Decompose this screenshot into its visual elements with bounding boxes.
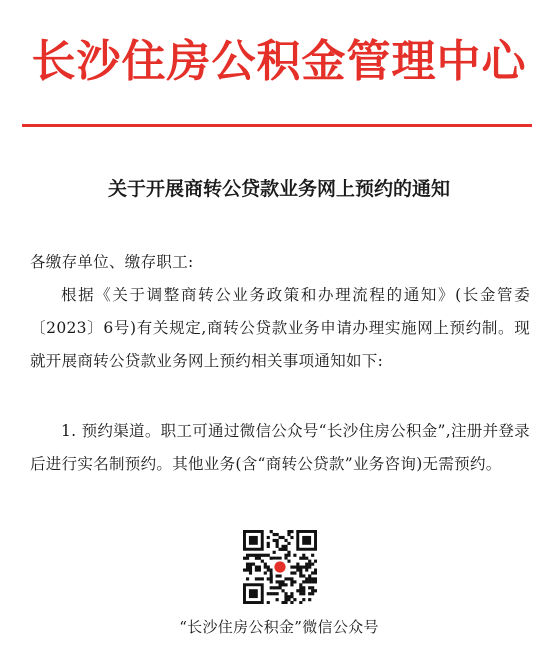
qr-module xyxy=(308,563,311,566)
qr-module xyxy=(302,580,305,583)
qr-module xyxy=(267,545,270,548)
qr-module xyxy=(281,536,284,539)
qr-module xyxy=(270,592,273,595)
qr-module xyxy=(249,571,252,574)
qr-module xyxy=(279,586,282,589)
qr-module xyxy=(299,568,302,571)
notice-title: 关于开展商转公贷款业务网上预约的通知 xyxy=(107,178,450,200)
qr-module xyxy=(243,557,246,560)
qr-module xyxy=(314,560,317,563)
qr-module xyxy=(314,577,317,580)
qr-module xyxy=(276,598,279,601)
qr-module xyxy=(296,568,299,571)
qr-module xyxy=(255,557,258,560)
qr-module xyxy=(261,554,264,557)
qr-module xyxy=(308,574,311,577)
qr-module xyxy=(273,539,276,542)
qr-module xyxy=(261,577,264,580)
qr-module xyxy=(281,583,284,586)
qr-caption: “长沙住房公积金”微信公众号 xyxy=(179,618,379,636)
qr-module xyxy=(302,586,305,589)
qr-module xyxy=(270,580,273,583)
qr-module xyxy=(299,566,302,569)
qr-module xyxy=(305,557,308,560)
qr-module xyxy=(281,548,284,551)
qr-module xyxy=(302,598,305,601)
qr-module xyxy=(270,557,273,560)
qr-module xyxy=(296,566,299,569)
qr-module xyxy=(249,568,252,571)
qr-finder-inner xyxy=(302,536,311,545)
qr-module xyxy=(293,571,296,574)
qr-module xyxy=(249,554,252,557)
qr-code-icon xyxy=(243,530,317,604)
qr-module xyxy=(302,589,305,592)
qr-module xyxy=(299,557,302,560)
qr-module xyxy=(264,571,267,574)
qr-module xyxy=(305,566,308,569)
qr-module xyxy=(287,560,290,563)
qr-module xyxy=(314,589,317,592)
qr-module xyxy=(267,536,270,539)
qr-module xyxy=(290,580,293,583)
qr-module xyxy=(314,568,317,571)
qr-module xyxy=(273,586,276,589)
qr-module xyxy=(255,568,258,571)
qr-module xyxy=(281,601,284,604)
qr-module xyxy=(284,601,287,604)
qr-code-graphic xyxy=(243,530,317,604)
qr-module xyxy=(299,601,302,604)
qr-module xyxy=(276,574,279,577)
qr-module xyxy=(290,592,293,595)
qr-module xyxy=(293,598,296,601)
qr-module xyxy=(246,554,249,557)
qr-logo-mark xyxy=(274,561,285,572)
qr-module xyxy=(299,571,302,574)
qr-module xyxy=(264,554,267,557)
qr-module xyxy=(308,592,311,595)
qr-module xyxy=(246,566,249,569)
qr-module xyxy=(267,566,270,569)
qr-module xyxy=(284,583,287,586)
qr-module xyxy=(273,557,276,560)
qr-module xyxy=(246,577,249,580)
qr-module xyxy=(311,589,314,592)
qr-module xyxy=(270,586,273,589)
qr-module xyxy=(281,545,284,548)
qr-module xyxy=(267,568,270,571)
qr-module xyxy=(267,542,270,545)
qr-module xyxy=(287,551,290,554)
qr-module xyxy=(246,568,249,571)
qr-module xyxy=(281,580,284,583)
paragraph-basis: 根据《关于调整商转公业务政策和办理流程的通知》(长金管委〔2023〕6号)有关规定,商转公贷款业务申请办理实施网上预约制。现就开展商转公贷款业务网上预约相关事项通知如下: xyxy=(30,286,530,370)
qr-module xyxy=(305,568,308,571)
qr-module xyxy=(308,598,311,601)
qr-module xyxy=(299,592,302,595)
qr-module xyxy=(279,583,282,586)
qr-module xyxy=(308,577,311,580)
qr-module xyxy=(293,580,296,583)
qr-module xyxy=(290,577,293,580)
qr-module xyxy=(279,574,282,577)
qr-module xyxy=(287,577,290,580)
qr-module xyxy=(281,589,284,592)
qr-module xyxy=(290,595,293,598)
qr-module xyxy=(249,563,252,566)
qr-module xyxy=(270,530,273,533)
qr-module xyxy=(246,557,249,560)
qr-module xyxy=(284,592,287,595)
qr-module xyxy=(267,592,270,595)
qr-module xyxy=(293,554,296,557)
qr-module xyxy=(287,542,290,545)
qr-module xyxy=(276,545,279,548)
paragraph-channel: 1. 预约渠道。职工可通过微信公众号“长沙住房公积金”,注册并登录后进行实名制预约。其他业务(含“商转公贷款”业务咨询)无需预约。 xyxy=(30,422,530,473)
qr-module xyxy=(264,566,267,569)
qr-module xyxy=(311,577,314,580)
qr-module xyxy=(284,548,287,551)
qr-module xyxy=(267,554,270,557)
qr-module xyxy=(267,577,270,580)
qr-module xyxy=(284,598,287,601)
qr-module xyxy=(255,554,258,557)
qr-module xyxy=(270,574,273,577)
qr-module xyxy=(314,571,317,574)
qr-module xyxy=(290,601,293,604)
qr-module xyxy=(284,577,287,580)
qr-module xyxy=(270,568,273,571)
qr-module xyxy=(311,554,314,557)
qr-module xyxy=(258,557,261,560)
qr-module xyxy=(249,566,252,569)
qr-module xyxy=(302,566,305,569)
qr-module xyxy=(276,586,279,589)
qr-module xyxy=(290,530,293,533)
qr-module xyxy=(279,580,282,583)
qr-module xyxy=(276,542,279,545)
qr-module xyxy=(299,586,302,589)
qr-module xyxy=(276,592,279,595)
qr-module xyxy=(276,557,279,560)
qr-module xyxy=(290,536,293,539)
qr-module xyxy=(252,563,255,566)
qr-module xyxy=(287,598,290,601)
qr-module xyxy=(302,574,305,577)
qr-module xyxy=(284,539,287,542)
qr-module xyxy=(273,533,276,536)
qr-module xyxy=(311,571,314,574)
qr-module xyxy=(284,557,287,560)
qr-module xyxy=(258,554,261,557)
qr-module xyxy=(302,557,305,560)
qr-module xyxy=(305,577,308,580)
qr-module xyxy=(305,580,308,583)
qr-module xyxy=(243,568,246,571)
qr-module xyxy=(305,563,308,566)
qr-module xyxy=(258,577,261,580)
qr-module xyxy=(276,533,279,536)
qr-module xyxy=(311,580,314,583)
qr-module xyxy=(287,554,290,557)
salutation: 各缴存单位、缴存职工: xyxy=(30,253,194,271)
qr-module xyxy=(273,551,276,554)
org-header-title: 长沙住房公积金管理中心 xyxy=(31,36,527,87)
qr-module xyxy=(311,592,314,595)
qr-module xyxy=(293,566,296,569)
qr-module xyxy=(311,563,314,566)
qr-module xyxy=(308,580,311,583)
qr-module xyxy=(258,568,261,571)
qr-module xyxy=(279,548,282,551)
qr-module xyxy=(279,536,282,539)
qr-module xyxy=(296,589,299,592)
qr-module xyxy=(308,560,311,563)
qr-module xyxy=(299,574,302,577)
qr-module xyxy=(279,557,282,560)
qr-module xyxy=(276,539,279,542)
qr-module xyxy=(290,571,293,574)
qr-finder-inner xyxy=(249,536,258,545)
qr-module xyxy=(246,563,249,566)
qr-module xyxy=(284,545,287,548)
qr-module xyxy=(270,577,273,580)
qr-module xyxy=(299,583,302,586)
qr-module xyxy=(296,563,299,566)
qr-module xyxy=(302,592,305,595)
qr-module xyxy=(255,566,258,569)
qr-module xyxy=(252,554,255,557)
qr-module xyxy=(284,595,287,598)
qr-module xyxy=(258,566,261,569)
qr-module xyxy=(267,601,270,604)
qr-module xyxy=(308,586,311,589)
qr-module xyxy=(308,566,311,569)
qr-module xyxy=(299,589,302,592)
qr-module xyxy=(287,595,290,598)
qr-module xyxy=(290,583,293,586)
qr-finder-inner xyxy=(249,589,258,598)
qr-module xyxy=(302,554,305,557)
qr-module xyxy=(314,580,317,583)
qr-module xyxy=(276,580,279,583)
qr-module xyxy=(273,592,276,595)
qr-module xyxy=(270,571,273,574)
qr-module xyxy=(287,533,290,536)
qr-module xyxy=(261,560,264,563)
qr-module xyxy=(255,577,258,580)
qr-module xyxy=(290,566,293,569)
qr-module xyxy=(284,554,287,557)
header-divider xyxy=(22,124,532,127)
qr-module xyxy=(311,586,314,589)
qr-module xyxy=(264,563,267,566)
qr-module xyxy=(287,530,290,533)
